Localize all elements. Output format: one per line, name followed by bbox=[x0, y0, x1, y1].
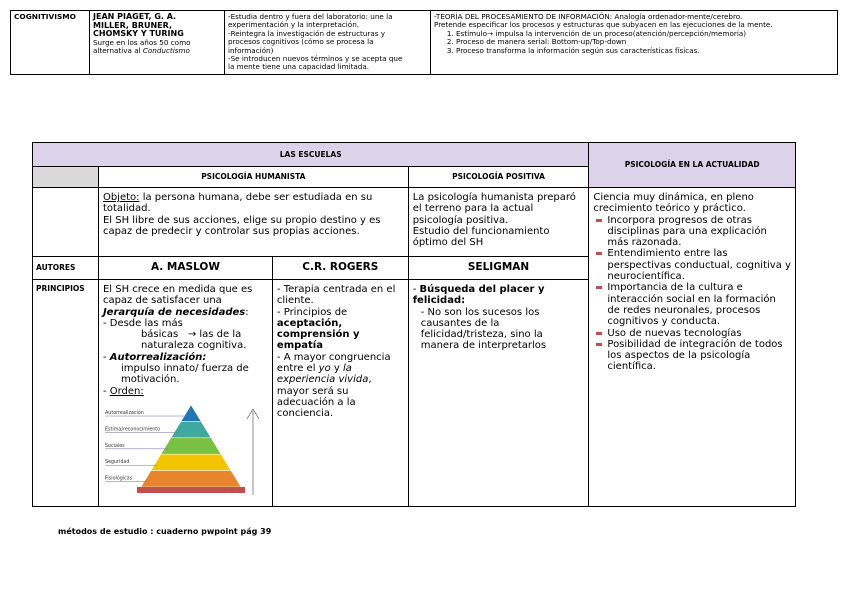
principles-label-text: PRINCIPIOS bbox=[36, 284, 85, 293]
humanistic-header-label: PSICOLOGÍA HUMANISTA bbox=[201, 172, 306, 182]
maslow-self-text: impulso innato/ fuerza de motivación. bbox=[120, 363, 249, 386]
pyramid-level-label: Estima/reconocimiento bbox=[104, 427, 161, 433]
rogers-item2-prefix: - Principios de bbox=[276, 306, 348, 318]
humanistic-description bbox=[98, 188, 408, 257]
category-label: COGNITIVISMO bbox=[14, 12, 76, 21]
seligman-text: - No son los sucesos los causantes de la felicidad/tristeza, sino la manera de interpretarlos bbox=[420, 306, 547, 352]
author-seligman bbox=[408, 257, 589, 280]
basic-word: básicas bbox=[140, 329, 179, 341]
author-rogers-name: C.R. ROGERS bbox=[302, 261, 379, 274]
today-header-label: PSICOLOGÍA EN LA ACTUALIDAD bbox=[624, 160, 760, 170]
theory-item: 1. Estímulo→ impulsa la intervención de un proceso(atención/percepción/memoria) bbox=[456, 30, 834, 38]
rogers-item3-suffix: , mayor será su adecuación a la conciencia. bbox=[276, 374, 372, 420]
theory-title: -TEORÍA DEL PROCESAMIENTO DE INFORMACIÓN: Analogía ordenador-mente/cerebro. bbox=[434, 12, 743, 21]
seligman-title-line bbox=[413, 284, 585, 307]
today-content bbox=[589, 188, 796, 507]
study-line: información) bbox=[228, 45, 274, 55]
hierarchy-colon: : bbox=[245, 306, 249, 318]
humanistic-header bbox=[98, 167, 408, 188]
schools-table bbox=[32, 142, 796, 507]
pyramid-level bbox=[151, 454, 231, 470]
humanistic-sh: El SH libre de sus acciones, elige su propio destino y es capaz de predecir y controlar sus propias acciones. bbox=[102, 214, 381, 237]
dash: - bbox=[102, 351, 110, 363]
seligman-principles bbox=[408, 280, 589, 507]
today-intro: Ciencia muy dinámica, en pleno crecimiento teórico y práctico. bbox=[593, 192, 754, 215]
theory-cell bbox=[431, 11, 838, 75]
maslow-order-line bbox=[103, 386, 268, 397]
authors-cell bbox=[90, 11, 225, 75]
footer-note: métodos de estudio : cuaderno pwpoint pág 39 bbox=[58, 527, 272, 536]
cognitivism-table bbox=[10, 10, 838, 75]
author-maslow bbox=[98, 257, 272, 280]
theory-item: 2. Proceso de manera serial: Bottom-up/Top-down bbox=[456, 38, 834, 46]
humanistic-object bbox=[103, 192, 404, 215]
today-header bbox=[589, 143, 796, 188]
since-text: Surge en los años 50 como bbox=[93, 37, 191, 47]
alternative-text bbox=[93, 47, 221, 55]
pyramid-level bbox=[141, 471, 241, 487]
maslow-to: las de la naturaleza cognitiva. bbox=[140, 329, 247, 352]
pyramid-level bbox=[161, 438, 221, 454]
positive-desc-line: Estudio del funcionamiento óptimo del SH bbox=[412, 225, 550, 249]
pyramid-level-label: Seguridad bbox=[104, 460, 130, 466]
rogers-item bbox=[277, 307, 404, 352]
study-line: la mente tiene una capacidad limitada. bbox=[228, 62, 370, 72]
authors-line: JEAN PIAGET, G. A. bbox=[93, 12, 177, 21]
object-label: Objeto: bbox=[102, 192, 140, 203]
empty-label-cell bbox=[33, 188, 99, 257]
maslow-from: - Desde las más bbox=[102, 317, 183, 329]
pyramid-level-label: Fisiológicas bbox=[104, 476, 133, 482]
maslow-self-line bbox=[103, 352, 268, 363]
authors-line: CHOMSKY Y TURING bbox=[93, 29, 184, 39]
study-cell bbox=[225, 11, 431, 75]
today-item: Importancia de la cultura e interacción social en la formación de redes neuronales, procesos cognitivos y conducta. bbox=[593, 282, 791, 327]
rogers-item3-prefix: - A mayor congruencia entre el bbox=[276, 351, 391, 375]
study-line: experimentación y la interpretación. bbox=[228, 20, 360, 30]
and-word: y bbox=[330, 363, 343, 375]
authors-label bbox=[33, 257, 99, 280]
maslow-intro: El SH crece en medida que es capaz de satisfacer una bbox=[102, 284, 253, 307]
study-line: procesos cognitivos (cómo se procesa la bbox=[228, 37, 374, 47]
today-list bbox=[593, 215, 791, 373]
maslow-basic-line bbox=[103, 329, 268, 352]
arrow-icon: → bbox=[187, 329, 197, 341]
today-item: Incorpora progresos de otras disciplinas para una explicación más razonada. bbox=[593, 215, 791, 249]
empty-gray-cell bbox=[33, 167, 99, 188]
schools-header-row bbox=[33, 143, 796, 167]
positive-desc-line: La psicología humanista preparó el terreno para la actual psicología positiva. bbox=[412, 192, 576, 226]
alternative-prefix: alternativa al bbox=[93, 46, 143, 56]
schools-header-label: LAS ESCUELAS bbox=[279, 149, 342, 159]
self-realization-term: Autorrealización: bbox=[109, 351, 207, 363]
maslow-principles bbox=[98, 280, 272, 507]
study-line: -Se introducen nuevos términos y se acepta que bbox=[228, 54, 403, 64]
rogers-item: - Terapia centrada en el cliente. bbox=[276, 284, 396, 307]
study-line: -Estudia dentro y fuera del laboratorio: une la bbox=[228, 12, 393, 21]
theory-list bbox=[434, 30, 834, 55]
theory-subtitle: Pretende especificar los procesos y estructuras que subyacen en las ejecuciones de la mente. bbox=[434, 20, 773, 30]
author-seligman-name: SELIGMAN bbox=[467, 261, 530, 274]
behaviorism-term: Conductismo bbox=[142, 46, 190, 56]
schools-header bbox=[33, 143, 589, 167]
description-row bbox=[33, 188, 796, 257]
pyramid-base bbox=[137, 487, 245, 493]
experience-term: la experiencia vivida bbox=[276, 363, 369, 386]
positive-header-label: PSICOLOGÍA POSITIVA bbox=[452, 172, 545, 182]
seligman-title: Búsqueda del placer y felicidad: bbox=[412, 284, 545, 307]
study-line: -Reintegra la investigación de estructuras y bbox=[228, 28, 386, 38]
cognitivism-row bbox=[11, 11, 838, 75]
pyramid-level-label: Autorrealización bbox=[104, 410, 144, 416]
rogers-principles bbox=[272, 280, 408, 507]
positive-description bbox=[408, 188, 589, 257]
pyramid-level bbox=[171, 421, 211, 437]
authors-line: MILLER, BRUNER, bbox=[93, 20, 172, 30]
today-item: Entendimiento entre las perspectivas conductual, cognitiva y neurocientífica. bbox=[593, 248, 791, 282]
author-rogers bbox=[272, 257, 408, 280]
pyramid-level bbox=[181, 405, 201, 421]
rogers-principles-terms: aceptación, comprensión y empatía bbox=[276, 317, 360, 352]
maslow-pyramid bbox=[103, 399, 263, 497]
today-item: Posibilidad de integración de todos los aspectos de la psicología científica. bbox=[593, 339, 791, 373]
today-item: Uso de nuevas tecnologías bbox=[593, 328, 791, 339]
hierarchy-term: Jerarquía de necesidades bbox=[102, 306, 246, 318]
rogers-item bbox=[277, 352, 404, 420]
category-cell bbox=[11, 11, 90, 75]
maslow-hierarchy-line bbox=[103, 307, 268, 318]
author-maslow-name: A. MASLOW bbox=[150, 261, 220, 274]
theory-item: 3. Proceso transforma la información según sus características físicas. bbox=[456, 47, 834, 55]
authors-label-text: AUTORES bbox=[36, 263, 76, 273]
yo-term: yo bbox=[318, 363, 331, 375]
order-term: Orden: bbox=[109, 385, 144, 397]
principles-label bbox=[33, 280, 99, 507]
dash: - bbox=[412, 284, 420, 295]
positive-header bbox=[408, 167, 589, 188]
object-text: la persona humana, debe ser estudiada en su totalidad. bbox=[102, 192, 373, 215]
dash: - bbox=[102, 385, 110, 397]
pyramid-level-label: Sociales bbox=[104, 443, 125, 449]
